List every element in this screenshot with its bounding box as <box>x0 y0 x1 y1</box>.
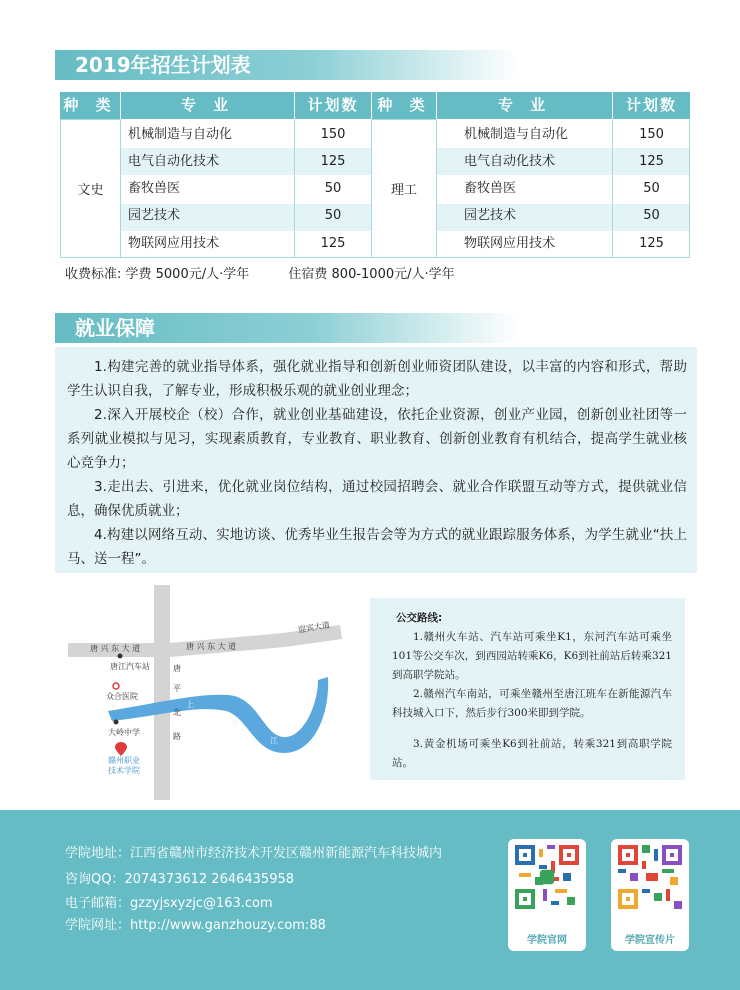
header-count-left: 计划数 <box>295 92 371 119</box>
label-yingbin: 迎宾大道 <box>297 620 331 635</box>
employment-item-3: 3.走出去、引进来，优化就业岗位结构，通过校园招聘会、就业合作联盟互动等方式，提供就业信息，确保优质就业； <box>67 479 687 519</box>
header-category-left: 种 类 <box>60 92 120 119</box>
label-school: 大岭中学 <box>108 728 140 737</box>
header-major-right: 专 业 <box>437 92 612 119</box>
table-row-major: 电气自动化技术 <box>464 154 556 169</box>
table-row-major: 机械制造与自动化 <box>128 127 233 142</box>
header-category-right: 种 类 <box>372 92 436 119</box>
table-row-count: 125 <box>639 154 664 169</box>
label-pingbei-2: 平 <box>173 684 181 693</box>
table-row-count: 50 <box>643 208 660 223</box>
employment-title: 就业保障 <box>55 313 520 343</box>
marker-college <box>115 742 127 756</box>
header-major-left: 专 业 <box>121 92 294 119</box>
employment-item-1: 1.构建完善的就业指导体系，强化就业指导和创新创业师资团队建设，以丰富的内容和形式，帮助学生认识自我，了解专业，形成积极乐观的就业创业理念； <box>67 359 687 399</box>
river-shangyou <box>108 677 328 753</box>
table-row-major: 园艺技术 <box>128 208 181 223</box>
label-college-1: 赣州职业 <box>108 756 140 765</box>
qr-code-icon <box>618 845 682 909</box>
table-row-major: 畜牧兽医 <box>464 181 517 196</box>
fee-standard <box>65 263 490 282</box>
table-row-major: 机械制造与自动化 <box>464 127 569 142</box>
bus-route-title: 公交路线: <box>396 612 443 624</box>
employment-box <box>55 347 697 573</box>
lodging-fee: 住宿费 800-1000元/人·学年 <box>288 267 455 282</box>
label-river-2: 犹 <box>231 719 239 728</box>
table-row-count: 50 <box>324 208 342 223</box>
college-address: 学院地址：江西省赣州市经济技术开发区赣州新能源汽车科技城内 <box>65 846 443 861</box>
road-pingbei <box>154 585 170 800</box>
label-river-1: 上 <box>186 700 194 709</box>
plan-title: 2019年招生计划表 <box>55 50 520 80</box>
label-tangxing-right: 唐 兴 东 大 道 <box>186 642 237 651</box>
bus-route-1: 1.赣州火车站、汽车站可乘坐K1，东河汽车站可乘坐101等公交车次，到西园站转乘K6，K6到社前站后转乘321到高职学院站。 <box>392 631 672 681</box>
employment-item-4: 4.构建以网络互动、实地访谈、优秀毕业生报告会等为方式的就业跟踪服务体系，为学生就业“扶上马、送一程”。 <box>67 527 687 567</box>
label-college-2: 技术学院 <box>108 766 140 775</box>
table-row-count: 125 <box>320 154 346 169</box>
contact-qq: 咨询QQ：2074373612 2646435958 <box>65 872 295 887</box>
qr-card-video[interactable] <box>611 839 689 951</box>
table-row-count: 125 <box>639 236 664 251</box>
table-row-count: 50 <box>324 181 342 196</box>
label-tangjiang-station: 唐江汽车站 <box>110 662 150 671</box>
table-row-count: 150 <box>639 127 664 142</box>
table-row-major: 畜牧兽医 <box>128 181 181 196</box>
table-row-count: 125 <box>320 236 346 251</box>
contact-footer <box>0 810 740 990</box>
marker-school <box>114 720 119 725</box>
contact-email: 电子邮箱：gzzyjsxyzjc@163.com <box>65 896 273 911</box>
table-row-count: 150 <box>320 127 346 142</box>
bus-route-box <box>370 598 685 780</box>
table-row-major: 物联网应用技术 <box>464 236 556 251</box>
label-hospital: 众合医院 <box>106 692 138 701</box>
label-river-3: 江 <box>270 736 278 745</box>
label-tangxing-left: 唐 兴 东 大 道 <box>90 644 141 653</box>
category-wenshi: 文史 <box>60 119 121 258</box>
qr-card-official[interactable] <box>508 839 586 951</box>
category-ligong: 理工 <box>371 119 437 258</box>
label-pingbei-1: 唐 <box>173 664 181 673</box>
marker-hospital <box>113 683 119 689</box>
qr-caption-video: 学院宣传片 <box>625 935 675 946</box>
tuition-fee: 收费标准: 学费 5000元/人·学年 <box>65 267 250 282</box>
label-pingbei-3: 北 <box>173 708 181 717</box>
employment-item-2: 2.深入开展校企（校）合作，就业创业基础建设，依托企业资源，创业产业园，创新创业社团等一系列就业模拟与见习，实现素质教育，专业教育、职业教育、创新创业教育有机结合，提高学生就业核心竞争力； <box>67 407 687 471</box>
bus-route-2: 2.赣州汽车南站，可乘坐赣州至唐江班车在新能源汽车科技城入口下，然后步行300米即到学院。 <box>392 688 672 719</box>
table-row-major: 园艺技术 <box>464 208 517 223</box>
enrollment-plan-table <box>60 92 690 258</box>
college-website: 学院网址：http://www.ganzhouzy.com:88 <box>65 918 326 933</box>
label-pingbei-4: 路 <box>173 732 181 741</box>
qr-caption-official: 学院官网 <box>527 935 567 946</box>
location-map <box>68 585 368 800</box>
bus-route-3: 3.黄金机场可乘坐K6到社前站，转乘321到高职学院站。 <box>392 738 672 769</box>
qr-code-icon <box>515 845 579 909</box>
table-row-major: 物联网应用技术 <box>128 236 220 251</box>
header-count-right: 计划数 <box>613 92 690 119</box>
table-row-major: 电气自动化技术 <box>128 154 220 169</box>
table-row-count: 50 <box>643 181 660 196</box>
marker-tangjiang <box>118 654 123 659</box>
